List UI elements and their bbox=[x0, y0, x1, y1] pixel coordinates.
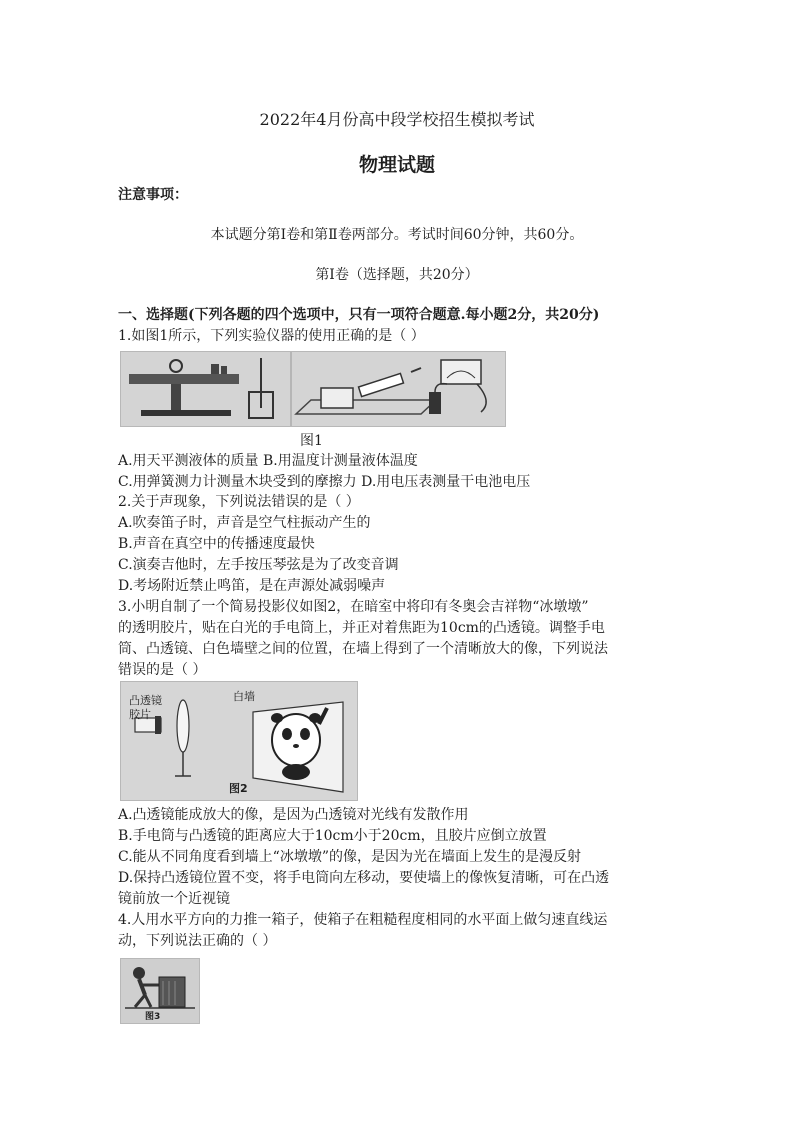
question-2-option-b: B.声音在真空中的传播速度最快 bbox=[118, 536, 315, 552]
question-4-stem-line-2: 动，下列说法正确的（ ） bbox=[118, 933, 277, 949]
question-1-stem: 1.如图1所示，下列实验仪器的使用正确的是（ ） bbox=[118, 328, 425, 344]
question-3-option-b: B.手电筒与凸透镜的距离应大于10cm小于20cm，且胶片应倒立放置 bbox=[118, 828, 547, 844]
figure-2-caption: 图2 bbox=[229, 782, 248, 795]
exam-title: 2022年4月份高中段学校招生模拟考试 bbox=[259, 110, 535, 129]
question-3-option-a: A.凸透镜能成放大的像，是因为凸透镜对光线有发散作用 bbox=[118, 807, 469, 823]
figure-1-caption: 图1 bbox=[300, 433, 323, 449]
figure-2-wall-label: 白墙 bbox=[233, 690, 255, 703]
figure-2-image bbox=[120, 681, 358, 801]
question-3-option-d-line-1: D.保持凸透镜位置不变，将手电筒向左移动，要使墙上的像恢复清晰，可在凸透 bbox=[118, 870, 610, 886]
question-2-option-a: A.吹奏笛子时，声音是空气柱振动产生的 bbox=[118, 515, 371, 531]
question-1-option-cd: C.用弹簧测力计测量木块受到的摩擦力 D.用电压表测量干电池电压 bbox=[118, 474, 531, 490]
question-2-stem: 2.关于声现象，下列说法错误的是（ ） bbox=[118, 494, 360, 510]
question-3-stem-line-2: 的透明胶片，贴在白光的手电筒上，并正对着焦距为10cm的凸透镜。调整手电 bbox=[118, 620, 605, 636]
figure-2-film-label: 胶片 bbox=[129, 708, 151, 721]
notice-label: 注意事项： bbox=[118, 187, 188, 203]
question-3-stem-line-1: 3.小明自制了一个简易投影仪如图2，在暗室中将印有冬奥会吉祥物“冰墩墩” bbox=[118, 599, 589, 615]
question-2-option-d: D.考场附近禁止鸣笛，是在声源处减弱噪声 bbox=[118, 578, 386, 594]
question-3-option-c: C.能从不同角度看到墙上“冰墩墩”的像，是因为光在墙面上发生的是漫反射 bbox=[118, 849, 581, 865]
figure-2-lens-label: 凸透镜 bbox=[129, 694, 162, 707]
subject-title: 物理试题 bbox=[358, 154, 435, 176]
figure-3-caption: 图3 bbox=[145, 1012, 161, 1022]
question-1-option-ab: A.用天平测液体的质量 B.用温度计测量液体温度 bbox=[118, 453, 418, 469]
question-4-stem-line-1: 4.人用水平方向的力推一箱子，使箱子在粗糙程度相同的水平面上做匀速直线运 bbox=[118, 912, 608, 928]
question-3-stem-line-3: 筒、凸透镜、白色墙壁之间的位置，在墙上得到了一个清晰放大的像，下列说法 bbox=[118, 641, 608, 657]
figure-1-drawing bbox=[121, 352, 505, 426]
notice-text: 本试题分第Ⅰ卷和第Ⅱ卷两部分。考试时间60分钟，共60分。 bbox=[210, 227, 584, 243]
figure-3-image bbox=[120, 958, 200, 1024]
section-title: 第Ⅰ卷（选择题，共20分） bbox=[315, 267, 479, 283]
part-heading: 一、选择题(下列各题的四个选项中，只有一项符合题意.每小题2分，共20分) bbox=[118, 307, 600, 323]
figure-1-image bbox=[120, 351, 506, 427]
question-3-option-d-line-2: 镜前放一个近视镜 bbox=[118, 891, 230, 907]
question-3-stem-line-4: 错误的是（ ） bbox=[118, 662, 207, 678]
question-2-option-c: C.演奏吉他时，左手按压琴弦是为了改变音调 bbox=[118, 557, 399, 573]
